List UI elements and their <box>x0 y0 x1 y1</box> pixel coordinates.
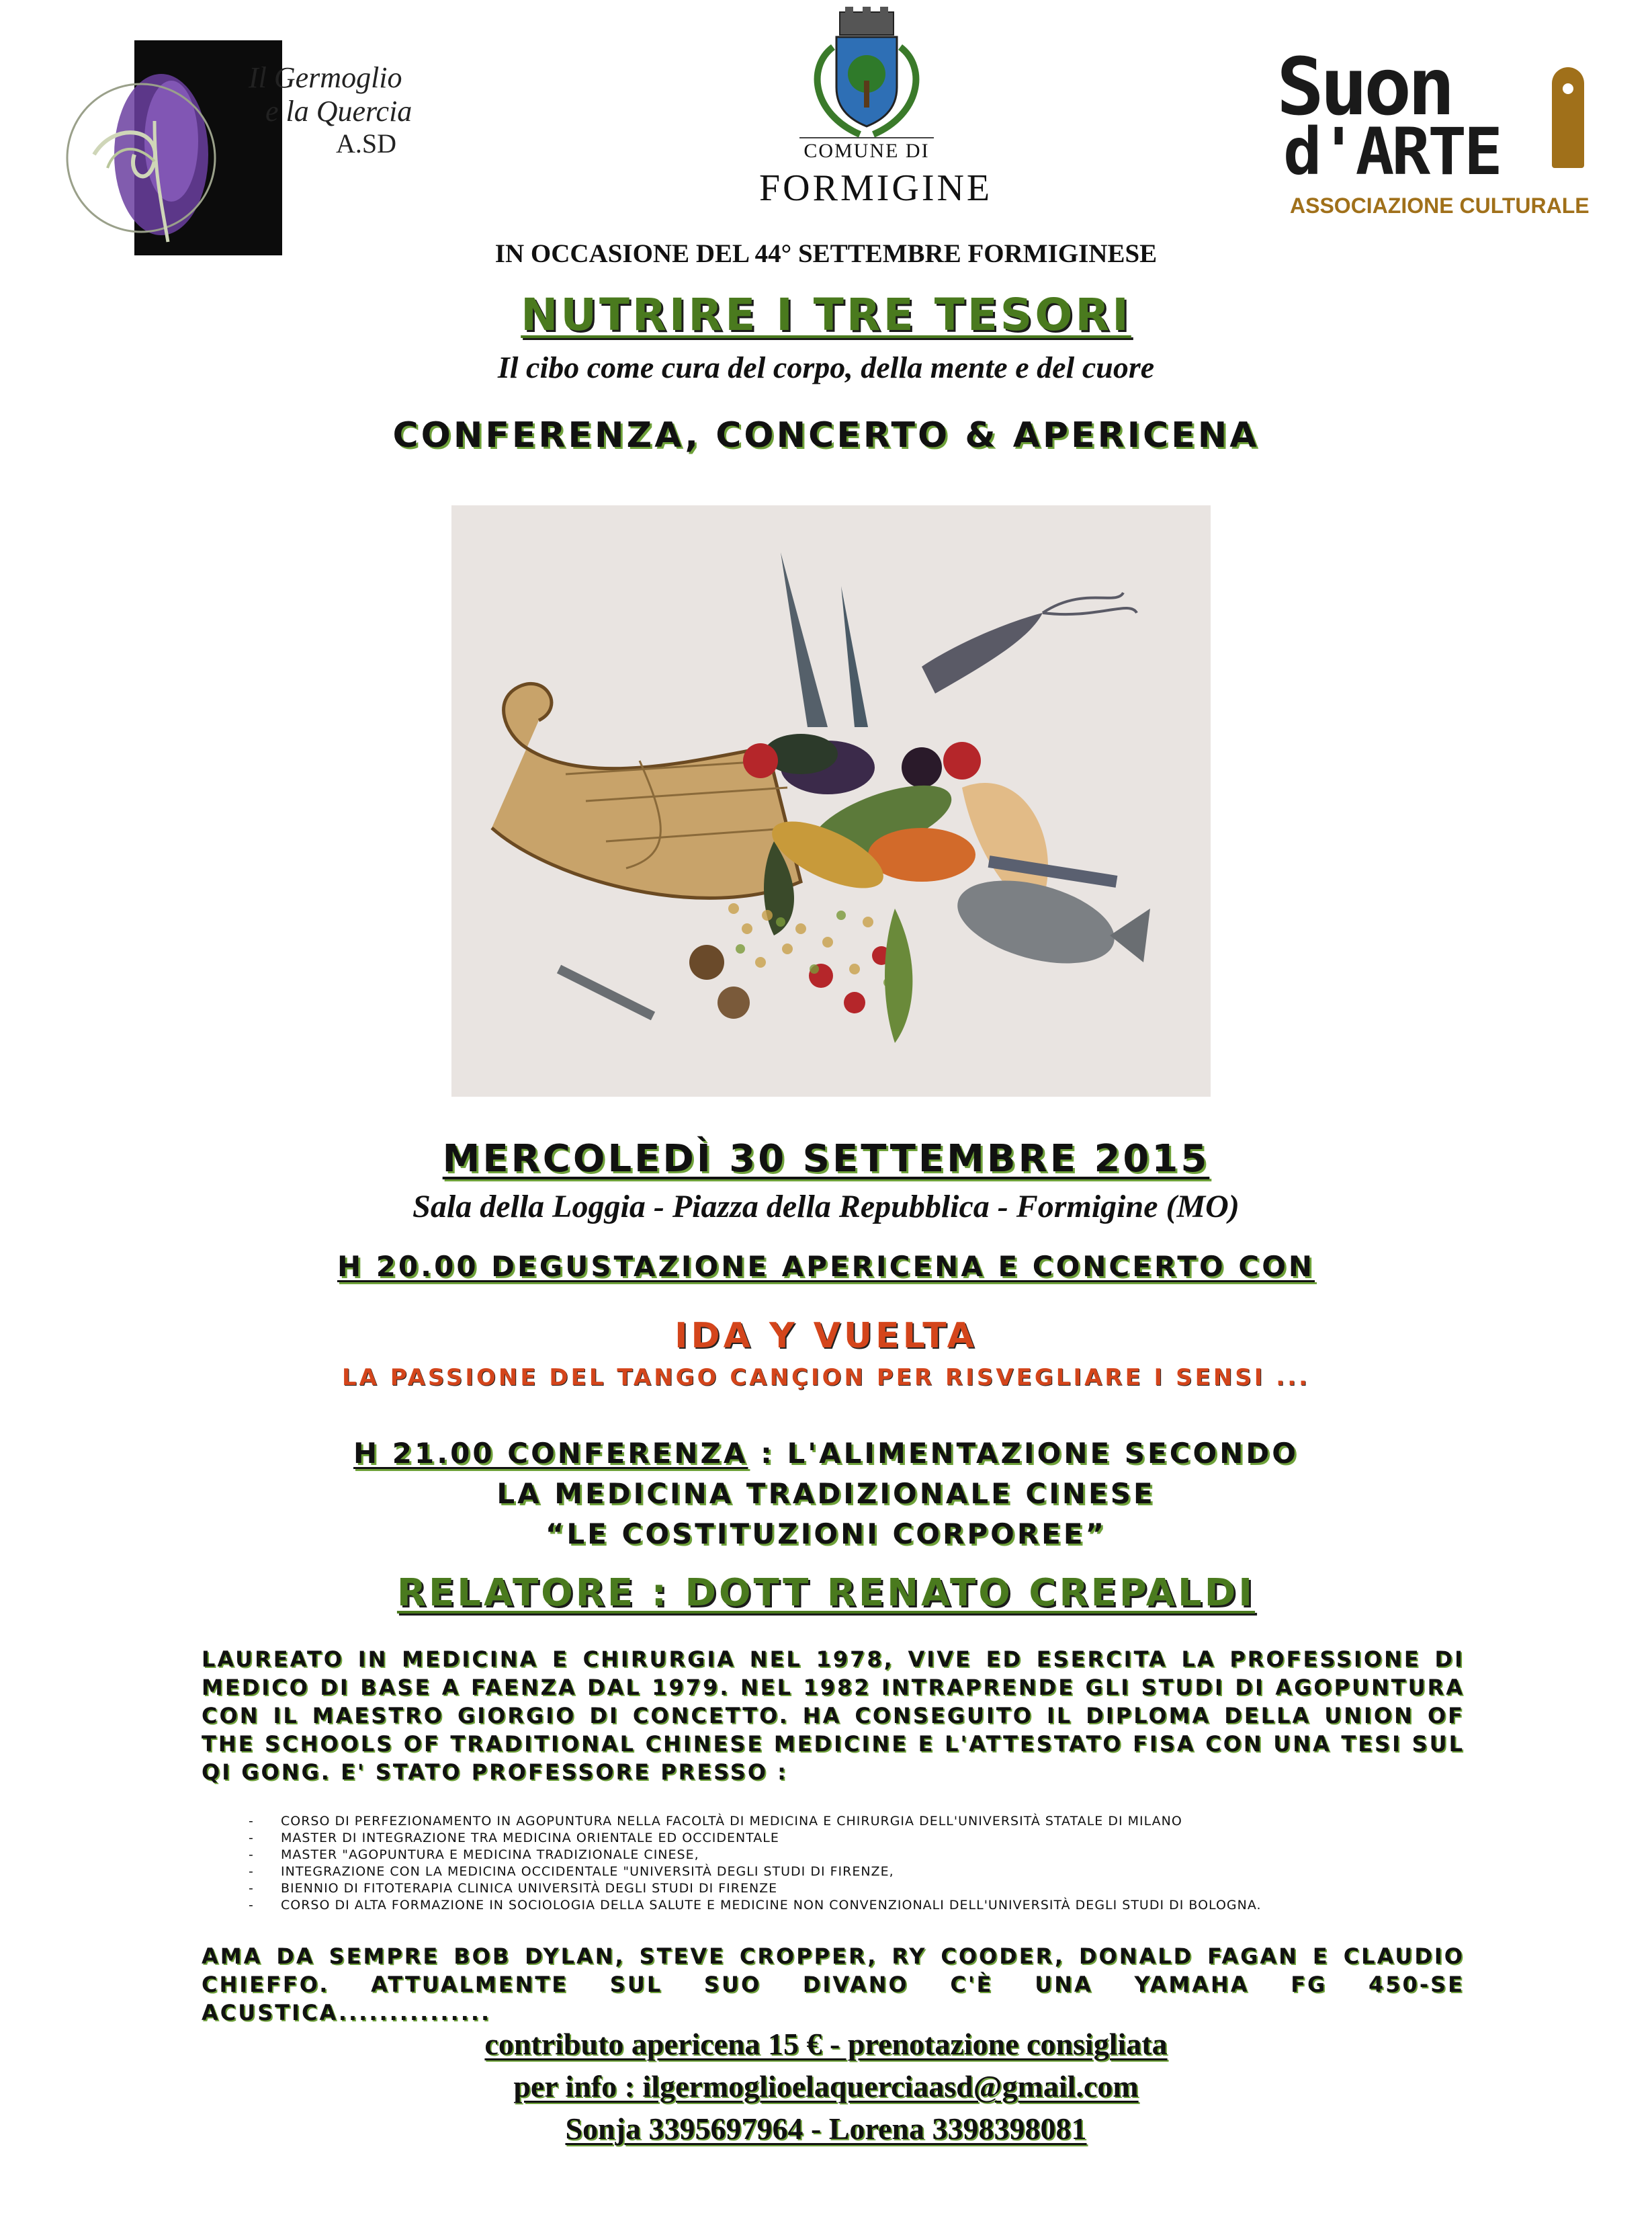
logo-left-line1: Il Germoglio <box>249 61 402 94</box>
list-item: - INTEGRAZIONE CON LA MEDICINA OCCIDENTALE "UNIVERSITÀ DEGLI STUDI DI FIRENZE, <box>249 1863 1471 1880</box>
band-tagline: LA PASSIONE DEL TANGO CANÇION PER RISVEGLIARE I SENSI ... <box>341 1364 1311 1391</box>
sprout-logo-icon <box>54 40 228 255</box>
conference-time-label: H 21.00 CONFERENZA <box>353 1437 748 1470</box>
speaker-music-note: AMA DA SEMPRE BOB DYLAN, STEVE CROPPER, RY COODER, DONALD FAGAN E CLAUDIO CHIEFFO. ATTUALMENTE SUL SUO DIVANO C'È UNA YAMAHA FG 450-SE ACUSTICA............... <box>202 1943 1465 2025</box>
logo-right-line3: ASSOCIAZIONE CULTURALE <box>1290 194 1590 218</box>
logo-right-line2: d'ARTE <box>1283 114 1500 190</box>
event-subtitle: Il cibo come cura del corpo, della mente e del cuore <box>497 350 1155 384</box>
list-item: - MASTER "AGOPUNTURA E MEDICINA TRADIZIONALE CINESE, <box>249 1847 1471 1863</box>
event-venue: Sala della Loggia - Piazza della Repubblica - Formigine (MO) <box>412 1189 1240 1224</box>
logo-right-line1: Suon <box>1276 40 1452 133</box>
list-item: - BIENNIO DI FITOTERAPIA CLINICA UNIVERSITÀ DEGLI STUDI DI FIRENZE <box>249 1880 1471 1897</box>
list-item: - CORSO DI PERFEZIONAMENTO IN AGOPUNTURA NELLA FACOLTÀ DI MEDICINA E CHIRURGIA DELL'UNIVERSITÀ STATALE DI MILANO <box>249 1813 1471 1830</box>
logo-center-line1: COMUNE DI <box>759 140 974 163</box>
keyhole-icon <box>1552 67 1584 168</box>
band-name: IDA Y VUELTA <box>675 1316 977 1356</box>
event-time-conference <box>0 1437 1652 1470</box>
logo-il-germoglio <box>54 40 430 262</box>
list-item: - MASTER DI INTEGRAZIONE TRA MEDICINA ORIENTALE ED OCCIDENTALE <box>249 1830 1471 1847</box>
list-item: - CORSO DI ALTA FORMAZIONE IN SOCIOLOGIA DELLA SALUTE E MEDICINE NON CONVENZIONALI DELL'UNIVERSITÀ DEGLI STUDI DI BOLOGNA. <box>249 1897 1471 1914</box>
conference-topic-line2: LA MEDICINA TRADIZIONALE CINESE <box>496 1477 1156 1510</box>
speaker-name: RELATORE : DOTT RENATO CREPALDI <box>396 1571 1256 1615</box>
event-time-aperitivo: H 20.00 DEGUSTAZIONE APERICENA E CONCERTO CON <box>337 1250 1315 1283</box>
event-date: MERCOLEDÌ 30 SETTEMBRE 2015 <box>442 1137 1210 1181</box>
price-info: contributo apericena 15 € - prenotazione consigliata <box>484 2027 1168 2061</box>
email-info[interactable]: per info : ilgermoglioelaquerciaasd@gmail.com <box>513 2069 1139 2103</box>
logo-suoni-darte <box>1276 40 1599 222</box>
occasion-line: IN OCCASIONE DEL 44° SETTEMBRE FORMIGINESE <box>494 239 1158 268</box>
conference-topic-line3: “LE COSTITUZIONI CORPOREE” <box>545 1517 1107 1550</box>
coat-of-arms-icon <box>786 7 947 141</box>
speaker-bio: LAUREATO IN MEDICINA E CHIRURGIA NEL 1978, VIVE ED ESERCITA LA PROFESSIONE DI MEDICO DI BASE A FAENZA DAL 1979. NEL 1982 INTRAPRENDE GLI STUDI DI AGOPUNTURA CON IL MAESTRO GIORGIO DI CONCETTO. HA CONSEGUITO IL DIPLOMA DELLA UNION OF THE SCHOOLS OF TRADITIONAL CHINESE MEDICINE E L'ATTESTATO FISA CON UNA TESI SUL QI GONG. E' STATO PROFESSORE PRESSO : <box>202 1646 1465 1785</box>
cornucopia-painting <box>451 505 1211 1097</box>
logo-left-line2: e la Quercia <box>265 95 412 128</box>
conference-topic-line1: : L'ALIMENTAZIONE SECONDO <box>748 1437 1299 1470</box>
logo-center-line2: FORMIGINE <box>759 167 993 209</box>
course-list <box>249 1813 1471 1914</box>
logo-left-line3: A.SD <box>336 128 397 159</box>
logo-comune-formigine <box>759 7 993 209</box>
phone-info: Sonja 3395697964 - Lorena 3398398081 <box>565 2111 1087 2146</box>
event-title: NUTRIRE I TRE TESORI <box>521 289 1131 341</box>
program-title: CONFERENZA, CONCERTO & APERICENA <box>392 415 1260 456</box>
